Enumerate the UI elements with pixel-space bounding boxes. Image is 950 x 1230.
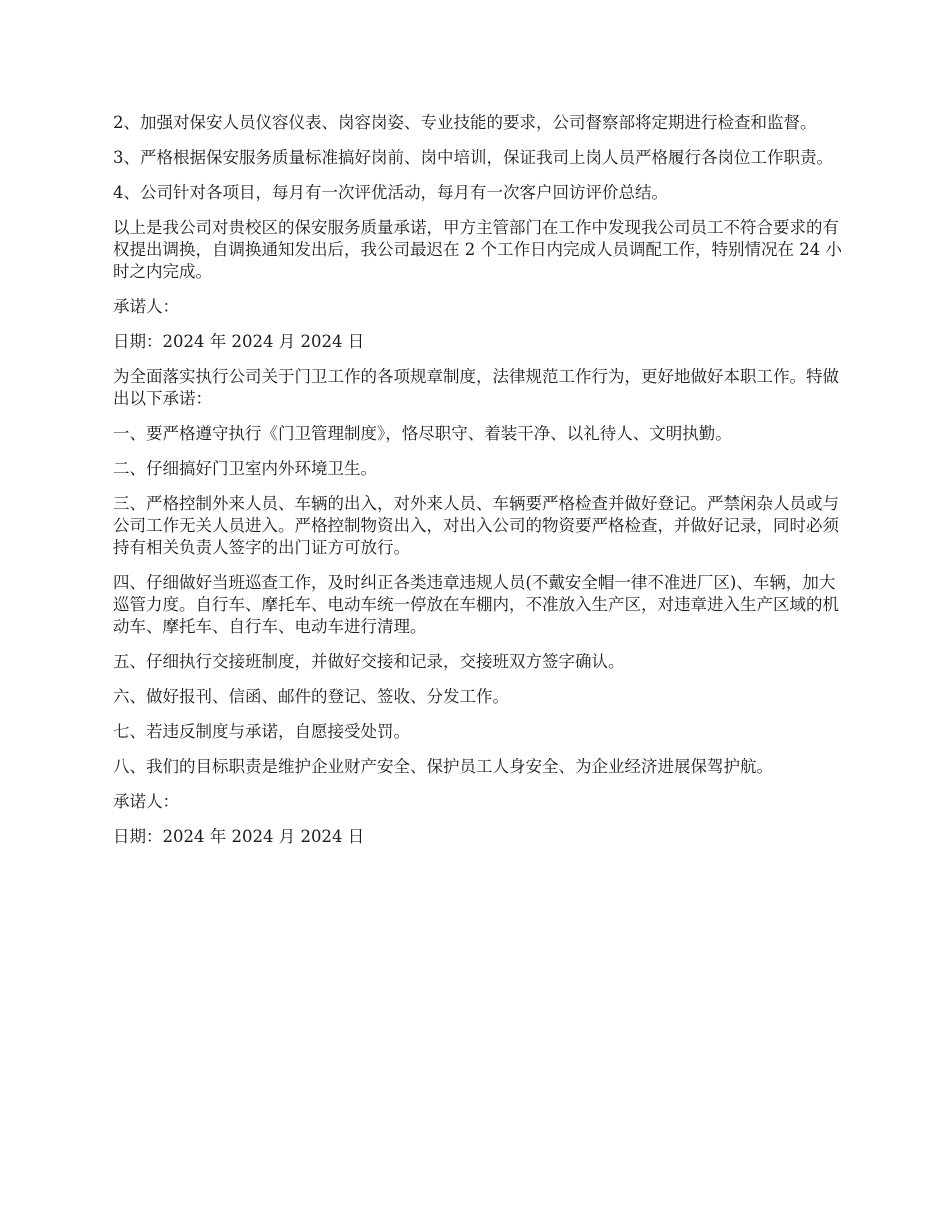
commitment-summary-paragraph: 以上是我公司对贵校区的保安服务质量承诺，甲方主管部门在工作中发现我公司员工不符合要求的有权提出调换，自调换通知发出后，我公司最迟在 2 个工作日内完成人员调配工作，特别情况在 24 小时之内完成。 (113, 218, 842, 281)
pledge-7-paragraph: 七、若违反制度与承诺，自愿接受处罚。 (113, 722, 410, 741)
pledge-8-paragraph: 八、我们的目标职责是维护企业财产安全、保护员工人身安全、为企业经济进展保驾护航。 (113, 757, 773, 776)
date-line-1: 日期：2024 年 2024 月 2024 日 (113, 332, 365, 351)
signatory-label-2: 承诺人： (113, 792, 179, 811)
item-2-paragraph: 2、加强对保安人员仪容仪表、岗容岗姿、专业技能的要求，公司督察部将定期进行检查和监督。 (113, 113, 817, 132)
date-line-2: 日期：2024 年 2024 月 2024 日 (113, 827, 365, 846)
gatekeeper-intro-paragraph: 为全面落实执行公司关于门卫工作的各项规章制度，法律规范工作行为，更好地做好本职工作。特做出以下承诺： (113, 367, 839, 408)
document-page (113, 112, 843, 861)
pledge-6-paragraph: 六、做好报刊、信函、邮件的登记、签收、分发工作。 (113, 687, 509, 706)
pledge-4-paragraph: 四、仔细做好当班巡查工作，及时纠正各类违章违规人员(不戴安全帽一律不准进厂区)、车辆，加大巡管力度。自行车、摩托车、电动车统一停放在车棚内，不准放入生产区，对违章进入生产区域的机动车、摩托车、自行车、电动车进行清理。 (113, 573, 839, 636)
pledge-2-paragraph: 二、仔细搞好门卫室内外环境卫生。 (113, 459, 377, 478)
pledge-3-paragraph: 三、严格控制外来人员、车辆的出入，对外来人员、车辆要严格检查并做好登记。严禁闲杂人员或与公司工作无关人员进入。严格控制物资出入，对出入公司的物资要严格检查，并做好记录，同时必须持有相关负责人签字的出门证方可放行。 (113, 494, 839, 557)
item-3-paragraph: 3、严格根据保安服务质量标准搞好岗前、岗中培训，保证我司上岗人员严格履行各岗位工作职责。 (113, 148, 833, 167)
item-4-paragraph: 4、公司针对各项目，每月有一次评优活动，每月有一次客户回访评价总结。 (113, 183, 668, 202)
pledge-5-paragraph: 五、仔细执行交接班制度，并做好交接和记录，交接班双方签字确认。 (113, 652, 625, 671)
pledge-1-paragraph: 一、要严格遵守执行《门卫管理制度》，恪尽职守、着装干净、以礼待人、文明执勤。 (113, 424, 732, 443)
signatory-label-1: 承诺人： (113, 297, 179, 316)
